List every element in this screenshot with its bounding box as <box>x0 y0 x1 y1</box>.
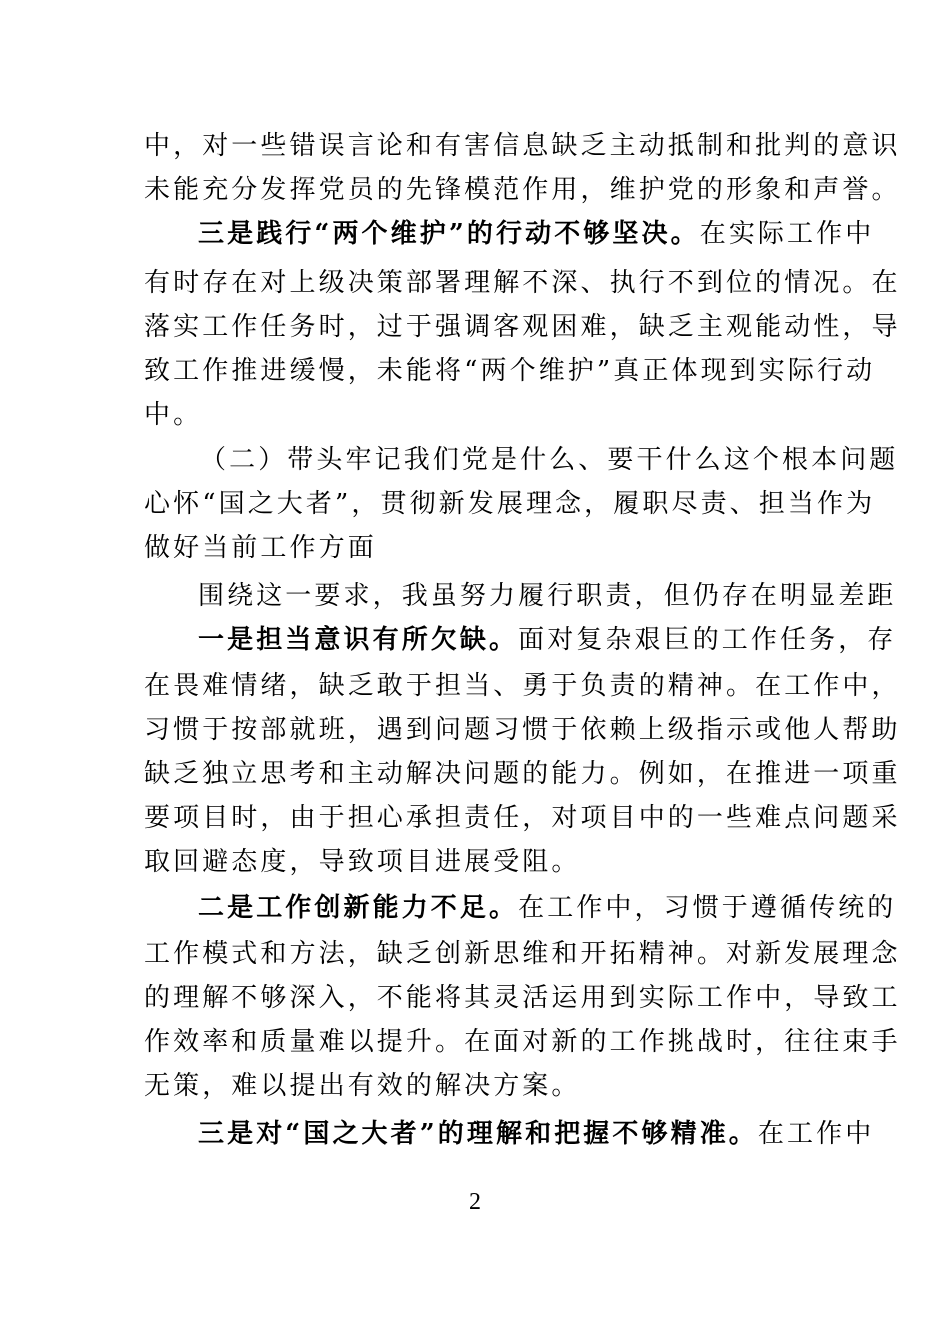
bold-lead: 三是对“国之大者”的理解和把握不够精准。 <box>198 1119 758 1149</box>
line-text: 的理解不够深入，不能将其灵活运用到实际工作中，导致工 <box>144 983 901 1013</box>
line-text: 围绕这一要求，我虽努力履行职责，但仍存在明显差距 <box>198 581 897 611</box>
text-line <box>144 796 901 840</box>
line-text: 取回避态度，导致项目进展受阻。 <box>144 847 581 877</box>
text-line <box>144 840 808 884</box>
subheading-line <box>198 618 897 662</box>
text-line <box>144 1064 808 1108</box>
line-text: 在畏难情绪，缺乏敢于担当、勇于负责的精神。在工作中， <box>144 671 901 701</box>
bold-lead: 一是担当意识有所欠缺。 <box>198 625 519 655</box>
line-text: 面对复杂艰巨的工作任务，存 <box>518 625 897 655</box>
line-text: 有时存在对上级决策部署理解不深、执行不到位的情况。在 <box>144 268 901 298</box>
text-line <box>198 574 897 618</box>
line-text: 要项目时，由于担心承担责任，对项目中的一些难点问题采 <box>144 803 901 833</box>
text-line <box>144 261 901 305</box>
section-heading-line <box>200 438 899 482</box>
text-line <box>144 708 901 752</box>
line-text: 工作模式和方法，缺乏创新思维和开拓精神。对新发展理念 <box>144 939 901 969</box>
text-line <box>144 752 901 796</box>
text-line <box>144 1020 901 1064</box>
subheading-line <box>198 212 875 256</box>
line-text: 作效率和质量难以提升。在面对新的工作挑战时，往往束手 <box>144 1027 901 1057</box>
text-line <box>144 932 901 976</box>
bold-lead: 三是践行“两个维护”的行动不够坚决。 <box>198 219 700 249</box>
text-line <box>144 393 808 437</box>
line-text: 缺乏独立思考和主动解决问题的能力。例如，在推进一项重 <box>144 759 901 789</box>
line-text: 在工作中，习惯于遵循传统的 <box>518 893 897 923</box>
text-line <box>144 124 901 168</box>
section-heading-line <box>144 526 808 570</box>
line-text: 无策，难以提出有效的解决方案。 <box>144 1071 581 1101</box>
line-text: 致工作推进缓慢，未能将“两个维护”真正体现到实际行动 <box>144 356 876 386</box>
section-heading-line <box>144 482 876 526</box>
text-line <box>144 664 901 708</box>
text-line <box>144 305 901 349</box>
line-text: 中，对一些错误言论和有害信息缺乏主动抵制和批判的意识 <box>144 131 901 161</box>
line-text: 心怀“国之大者”，贯彻新发展理念，履职尽责、担当作为 <box>144 489 876 519</box>
line-text: 中。 <box>144 400 203 430</box>
text-line <box>144 168 901 212</box>
subheading-line <box>198 1112 875 1156</box>
line-text: 未能充分发挥党员的先锋模范作用，维护党的形象和声誉。 <box>144 175 901 205</box>
text-line <box>144 349 876 393</box>
line-text: 在实际工作中 <box>699 219 875 249</box>
bold-lead: 二是工作创新能力不足。 <box>198 893 519 923</box>
page-number: 2 <box>469 1189 481 1215</box>
line-text: 做好当前工作方面 <box>144 533 377 563</box>
subheading-line <box>198 886 897 930</box>
line-text: 落实工作任务时，过于强调客观困难，缺乏主观能动性，导 <box>144 312 901 342</box>
text-line <box>144 976 901 1020</box>
line-text: （二）带头牢记我们党是什么、要干什么这个根本问题 <box>200 445 899 475</box>
line-text: 在工作中 <box>757 1119 875 1149</box>
line-text: 习惯于按部就班，遇到问题习惯于依赖上级指示或他人帮助 <box>144 715 901 745</box>
